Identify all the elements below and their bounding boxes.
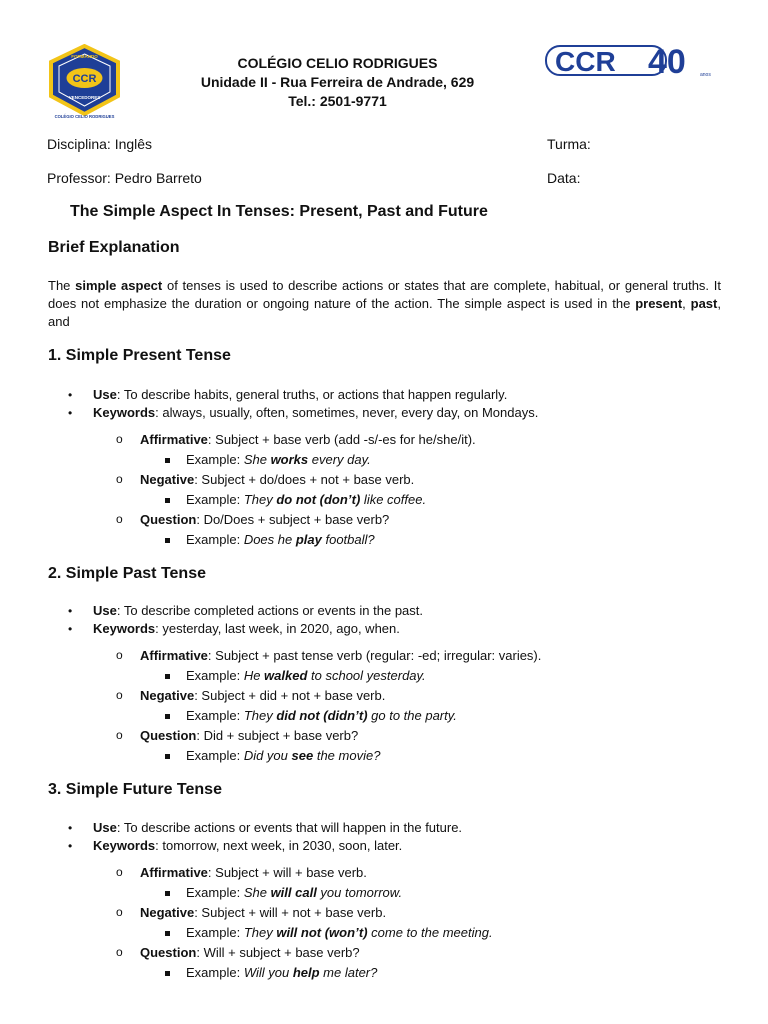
list-item: o Negative: Subject + did + not + base verb. <box>48 686 728 706</box>
list-item: • Use: To describe actions or events that will happen in the future. <box>48 819 728 837</box>
date-field: Data: <box>547 170 581 186</box>
ccr-logo-text: CCR <box>555 46 616 77</box>
school-address: Unidade II - Rua Ferreira de Andrade, 629 <box>200 74 475 90</box>
list-item: Example: She will call you tomorrow. <box>48 883 728 903</box>
past-list <box>48 602 728 766</box>
past-heading: 2. Simple Past Tense <box>48 565 206 582</box>
list-item: o Affirmative: Subject + base verb (add -s/-es for he/she/it). <box>48 430 728 450</box>
school-logo-icon <box>48 44 121 119</box>
list-item: • Use: To describe completed actions or events in the past. <box>48 602 728 620</box>
school-name: COLÉGIO CELIO RODRIGUES <box>237 55 438 71</box>
present-heading: 1. Simple Present Tense <box>48 347 231 364</box>
school-info <box>150 54 525 111</box>
future-list <box>48 819 728 983</box>
list-item: o Affirmative: Subject + past tense verb (regular: -ed; irregular: varies). <box>48 646 728 666</box>
list-item: Example: Does he play football? <box>48 530 728 550</box>
list-item: • Keywords: tomorrow, next week, in 2030, soon, later. <box>48 837 728 855</box>
list-item: o Affirmative: Subject + will + base verb. <box>48 863 728 883</box>
list-item: Example: She works every day. <box>48 450 728 470</box>
school-logo-bottom-text: VENCEDORES <box>68 95 101 100</box>
school-phone: Tel.: 2501-9771 <box>288 93 387 109</box>
school-logo-center-text: CCR <box>72 73 97 85</box>
list-item: Example: Will you help me later? <box>48 963 728 983</box>
list-item: o Negative: Subject + do/does + not + base verb. <box>48 470 728 490</box>
brief-heading: Brief Explanation <box>48 239 180 256</box>
future-heading: 3. Simple Future Tense <box>48 781 222 798</box>
list-item: • Keywords: yesterday, last week, in 2020, ago, when. <box>48 620 728 638</box>
class-field: Turma: <box>547 136 591 152</box>
list-item: o Question: Will + subject + base verb? <box>48 943 728 963</box>
school-logo-top-text: FORMANDO <box>71 54 98 59</box>
ccr-40-logo-icon <box>545 43 715 78</box>
document-header <box>0 0 768 135</box>
teacher-field: Professor: Pedro Barreto <box>47 170 202 186</box>
school-logo-caption: COLÉGIO CELIO RODRIGUES <box>54 114 115 119</box>
discipline-field: Disciplina: Inglês <box>47 136 153 152</box>
document-title: The Simple Aspect In Tenses: Present, Past and Future <box>70 203 488 220</box>
list-item: Example: They do not (don’t) like coffee. <box>48 490 728 510</box>
list-item: Example: He walked to school yesterday. <box>48 666 728 686</box>
list-item: o Question: Do/Does + subject + base verb? <box>48 510 728 530</box>
ccr-logo-number: 40 <box>648 43 686 78</box>
list-item: Example: Did you see the movie? <box>48 746 728 766</box>
list-item: o Question: Did + subject + base verb? <box>48 726 728 746</box>
list-item: Example: They will not (won’t) come to the meeting. <box>48 923 728 943</box>
list-item: o Negative: Subject + will + not + base verb. <box>48 903 728 923</box>
brief-paragraph: The simple aspect of tenses is used to describe actions or states that are complete, habitual, or general truths. It does not emphasize the duration or ongoing nature of the action. The simple aspect is used in the present, past, and <box>48 278 721 329</box>
ccr-logo-suffix: anos <box>700 72 711 78</box>
present-list <box>48 386 728 550</box>
list-item: • Keywords: always, usually, often, sometimes, never, every day, on Mondays. <box>48 404 728 422</box>
list-item: Example: They did not (didn’t) go to the party. <box>48 706 728 726</box>
list-item: • Use: To describe habits, general truths, or actions that happen regularly. <box>48 386 728 404</box>
